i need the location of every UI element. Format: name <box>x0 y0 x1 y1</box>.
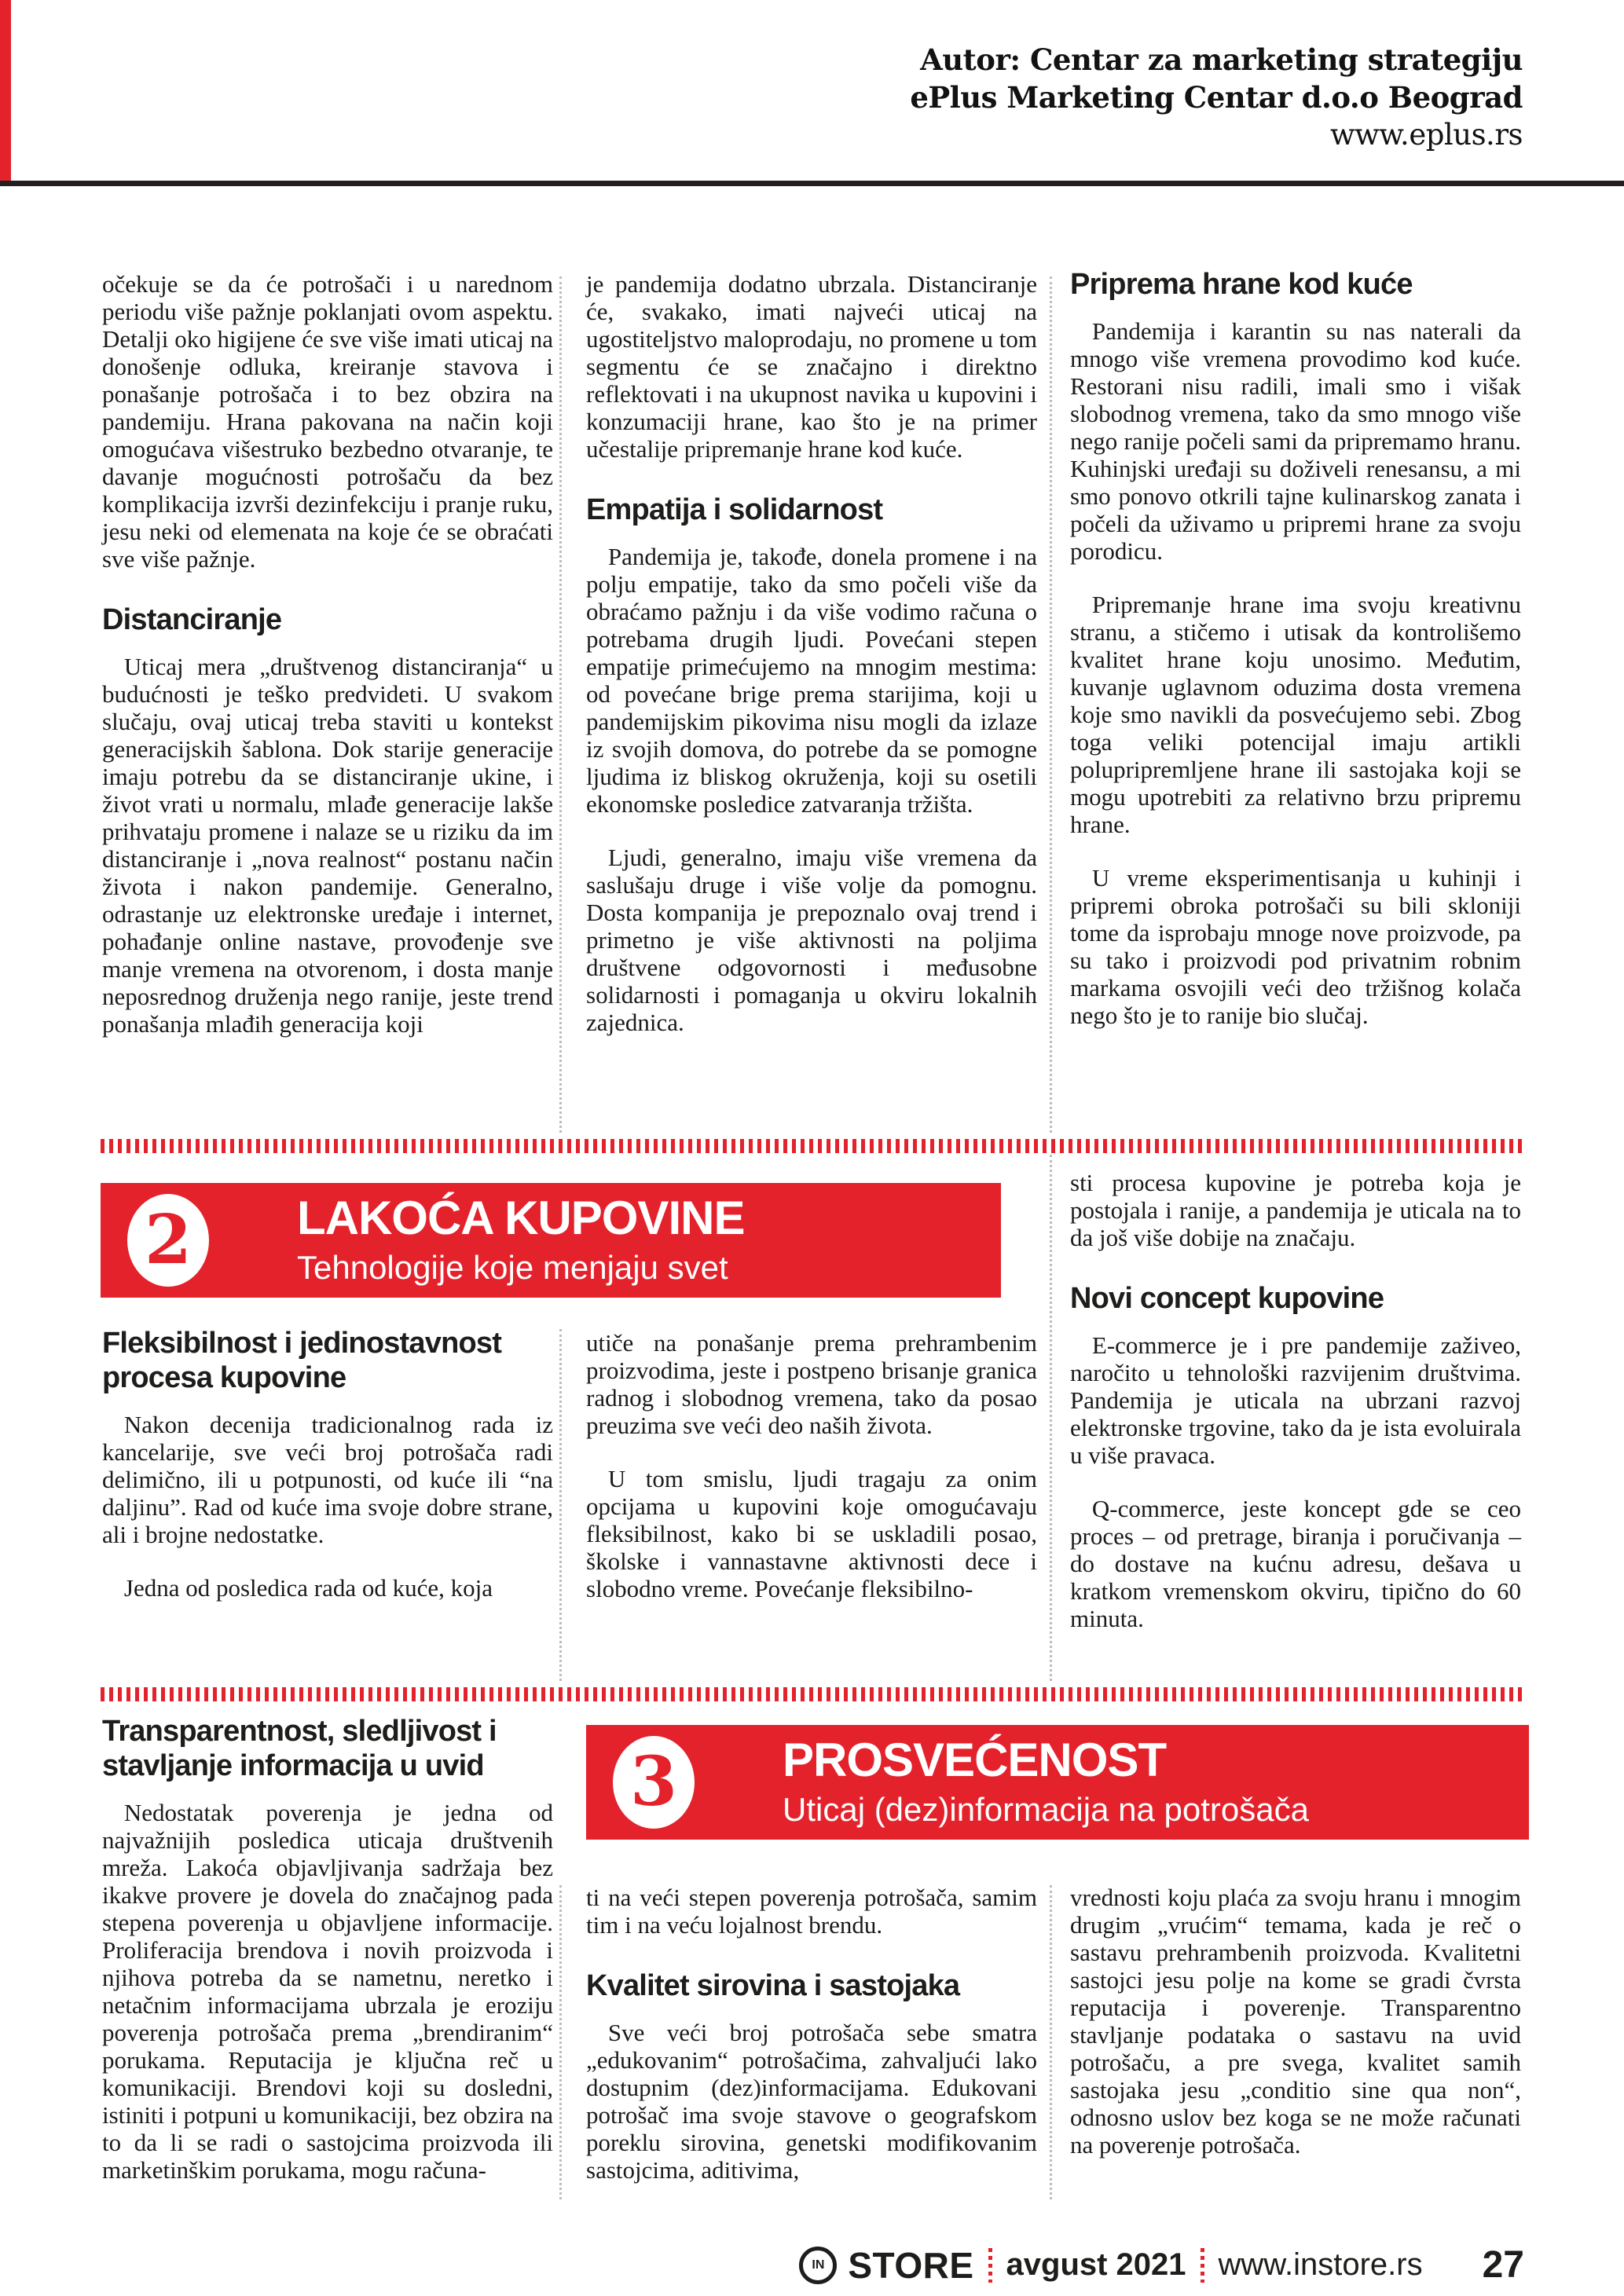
author-line-1: Autor: Centar za marketing strategiju <box>920 42 1523 77</box>
bottom-column-2 <box>586 1884 1037 2184</box>
paragraph: Q-commerce, jeste koncept gde se ceo proces – od pretrage, biranja i poručivanja – do dostave na kućnu adresu, dešava u kratkom vremenskom okviru, tipično do 60 minuta. <box>1070 1495 1521 1632</box>
page-number: 27 <box>1482 2244 1524 2286</box>
section-subheading: Empatija i solidarnost <box>586 493 883 526</box>
column-separator <box>559 1885 562 2199</box>
column-separator <box>1050 276 1052 1133</box>
section-subheading <box>102 1714 553 1783</box>
paragraph: je pandemija dodatno ubrzala. Distanciranje će, svakako, imati najveći uticaj na ugostiteljstvo maloprodaju, no promene u tom segmentu će se značajno i direktno reflektovati i na ukupnost navika u kupovini i konzumaciji hrane, kao što je na primer učestalije pripremanje hrane kod kuće. <box>586 270 1037 463</box>
paragraph: ti na veći stepen poverenja potrošača, samim tim i na veću lojalnost brendu. <box>586 1884 1037 1939</box>
paragraph: Nedostatak poverenja je jedna od najvažnijih posledica uticaja društvenih mreža. Lakoća objavljivanja sadržaja bez ikakve provere je dovela do značajnog pada stepena poverenja u objavljene informacije. Proliferacija brendova i novih proizvoda i njihova potreba da se nametnu, neretko i netačnim informacijama ubrzala je eroziju poverenja potrošača prema „brendiranim“ porukama. Reputacija je ključna reč u komunikaciji. Brendovi koji su dosledni, istiniti i potpuni u komunikaciji, bez obzira na to da li se radi o sastojcima proizvoda ili marketinškim porukama, mogu računa- <box>102 1799 553 2184</box>
red-dotted-divider <box>101 1687 1523 1701</box>
paragraph: Pandemija i karantin su nas naterali da mnogo više vremena provodimo kod kuće. Restorani nisu radili, imali smo i višak slobodnog vremena, tako da smo mnogo više nego ranije počeli sami da pripremamo hranu. Kuhinjski uređaji su doživeli renesansu, a mi smo ponovo otkrili tajne kulinarskog zanata i počeli da uživamo u pripremi hrane za svoju porodicu. <box>1070 317 1521 565</box>
paragraph: utiče na ponašanje prema prehrambenim proizvodima, jeste i postpeno brisanje granica radnog i slobodnog vremena, tako da posao preuzima sve veći deo naših života. <box>586 1329 1037 1439</box>
paragraph: Pandemija je, takođe, donela promene i na polju empatije, tako da smo počeli više da obraćamo pažnju i da više vodimo računa o potrebama drugih ljudi. Povećani stepen empatije primećujemo na mnogim mestima: od povećane brige prema starijima, koji u pandemijskim pikovima nisu mogli da izlaze iz svojih domova, do potrebe da se pomogne ljudima iz bliskog okruženja, koji su osetili ekonomske posledice zatvaranja tržišta. <box>586 543 1037 818</box>
bottom-column-3 <box>1070 1884 1521 2159</box>
column-separator <box>1050 1885 1052 2199</box>
column-separator <box>559 1329 562 1681</box>
subheading-line-2: stavljanje informacija u uvid <box>102 1749 484 1782</box>
banner-subtitle: Tehnologije koje menjaju svet <box>297 1249 728 1286</box>
banner-text <box>783 1736 1309 1829</box>
top-column-2 <box>586 270 1037 1036</box>
footer-brand: STORE <box>848 2244 974 2286</box>
instore-logo-icon: IN <box>799 2247 837 2284</box>
section-subheading <box>102 1326 553 1395</box>
section-2-banner <box>101 1183 1001 1298</box>
section-number: 2 <box>145 1200 192 1280</box>
author-line-2: ePlus Marketing Centar d.o.o Beograd <box>910 80 1523 115</box>
header-website: www.eplus.rs <box>1329 118 1523 152</box>
paragraph: Sve veći broj potrošača sebe smatra „edukovanim“ potrošačima, zahvaljući lako dostupnim (dez)informacijama. Edukovani potrošač ima svoje stavove o geografskom poreklu sirovina, genetski modifikovanim sastojcima, aditivima, <box>586 2019 1037 2184</box>
paragraph: U vreme eksperimentisanja u kuhinji i pripremi obroka potrošači su bili skloniji tome da isprobaju mnoge nove proizvode, pa su tako i proizvodi pod privatnim robnim markama osvojili veći deo tržišnog kolača nego što je to ranije bio slučaj. <box>1070 864 1521 1029</box>
footer-separator-icon <box>988 2248 992 2283</box>
banner-subtitle: Uticaj (dez)informacija na potrošača <box>783 1791 1309 1828</box>
paragraph: Ljudi, generalno, imaju više vremena da saslušaju druge i više volje da pomognu. Dosta kompanija je prepoznalo ovaj trend i primetno je više aktivnosti na poljima društvene odgovornosti i međusobne solidarnosti i pomaganja u okviru lokalnih zajednica. <box>586 844 1037 1036</box>
subheading-line-2: procesa kupovine <box>102 1361 346 1394</box>
section-number: 3 <box>630 1742 677 1822</box>
red-dotted-divider <box>101 1139 1523 1153</box>
footer-issue: avgust 2021 <box>1006 2247 1186 2282</box>
section-subheading: Novi concept kupovine <box>1070 1282 1384 1315</box>
page-header <box>910 41 1523 154</box>
section-number-badge <box>613 1736 695 1829</box>
corner-accent-stripe <box>0 0 11 186</box>
section-subheading: Distanciranje <box>102 603 282 636</box>
paragraph: E-commerce je i pre pandemije zaživeo, naročito u tehnološki razvijenim društvima. Pandemija je uticala na ubrzani razvoj elektronske trgovine, tako da je ista evoluirala u više pravaca. <box>1070 1331 1521 1469</box>
section-subheading: Kvalitet sirovina i sastojaka <box>586 1969 960 2002</box>
paragraph: Uticaj mera „društvenog distanciranja“ u budućnosti je teško predvideti. U svakom slučaju, ovaj uticaj treba staviti u kontekst generacijskih šablona. Dok starije generacije imaju potrebu da se distanciranje ukine, i život vrati u normalu, mlađe generacije lakše prihvataju promene i nalaze se u riziku da im distanciranje i „nova realnost“ postanu način života i nakon pandemije. Generalno, odrastanje uz elektronske uređaje i internet, pohađanje online nastave, provođenje sve manje vremena na otvorenom, i dosta manje neposrednog druženja nego ranije, jeste trend ponašanja mlađih generacija koji <box>102 653 553 1038</box>
top-column-1 <box>102 270 553 1038</box>
header-rule <box>0 181 1624 186</box>
banner-title: PROSVEĆENOST <box>783 1734 1167 1786</box>
bottom-column-1 <box>102 1717 553 2184</box>
top-column-3 <box>1070 270 1521 1029</box>
page-footer <box>799 2243 1524 2287</box>
section-3-banner <box>586 1725 1529 1840</box>
mid-column-3 <box>1070 1169 1521 1632</box>
mid-column-2 <box>586 1329 1037 1602</box>
banner-title: LAKOĆA KUPOVINE <box>297 1192 745 1244</box>
subheading-line-1: Transparentnost, sledljivost i <box>102 1715 497 1748</box>
mid-column-1 <box>102 1329 553 1602</box>
paragraph: Jedna od posledica rada od kuće, koja <box>123 1574 493 1602</box>
paragraph: U tom smislu, ljudi tragaju za onim opcijama u kupovini koje omogućavaju fleksibilnost, kako bi se uskladili posao, školske i vannastavne aktivnosti dece i slobodno vreme. Povećanje fleksibilno- <box>586 1465 1037 1602</box>
paragraph: vrednosti koju plaća za svoju hranu i mnogim drugim „vrućim“ temama, kada je reč o sastavu prehrambenih proizvoda. Kvalitetni sastojci jesu polje na kome se gradi čvrsta reputacija i poverenje. Transparentno stavljanje podataka o sastavu na uvid potrošaču, a pre svega, kvalitet samih sastojaka jesu „conditio sine qua non“, odnosno uslov bez koga se ne može računati na poverenje potrošača. <box>1070 1884 1521 2159</box>
paragraph: očekuje se da će potrošači i u narednom periodu više pažnje poklanjati ovom aspektu. Detalji oko higijene će sve više imati uticaj na donošenje odluka, kreiranje stavova i ponašanje potrošača i to bez obzira na pandemiju. Hrana pakovana na način koji omogućava višestruko bezbedno otvaranje, te davanje mogućnosti potrošaču da bez komplikacija izvrši dezinfekciju i pranje ruku, jesu neki od elemenata na koje će se obraćati sve više pažnje. <box>102 270 553 573</box>
section-subheading: Priprema hrane kod kuće <box>1070 268 1413 301</box>
banner-text <box>297 1194 744 1287</box>
paragraph: Pripremanje hrane ima svoju kreativnu stranu, a stičemo i utisak da kontrolišemo kvalitet hrane koju unosimo. Međutim, kuvanje uglavnom oduzima dosta vremena koje smo navikli da posvećujemo sebi. Zbog toga veliki potencijal imaju artikli polupripremljene hrane ili sastojaka koji se mogu upotrebiti za relativno brzu pripremu hrane. <box>1070 591 1521 838</box>
column-separator <box>559 276 562 1133</box>
column-separator <box>1050 1155 1052 1681</box>
paragraph: Nakon decenija tradicionalnog rada iz kancelarije, sve veći broj potrošača radi delimično, ili u potpunosti, od kuće ili “na daljinu”. Rad od kuće ima svoje dobre strane, ali i brojne nedostatke. <box>102 1411 553 1548</box>
paragraph: sti procesa kupovine je potreba koja je postojala i ranije, a pandemija je uticala na to da još više dobije na značaju. <box>1070 1169 1521 1251</box>
footer-separator-icon <box>1201 2248 1204 2283</box>
section-number-badge <box>127 1194 209 1287</box>
footer-website: www.instore.rs <box>1218 2247 1423 2282</box>
subheading-line-1: Fleksibilnost i jedinostavnost <box>102 1327 502 1360</box>
